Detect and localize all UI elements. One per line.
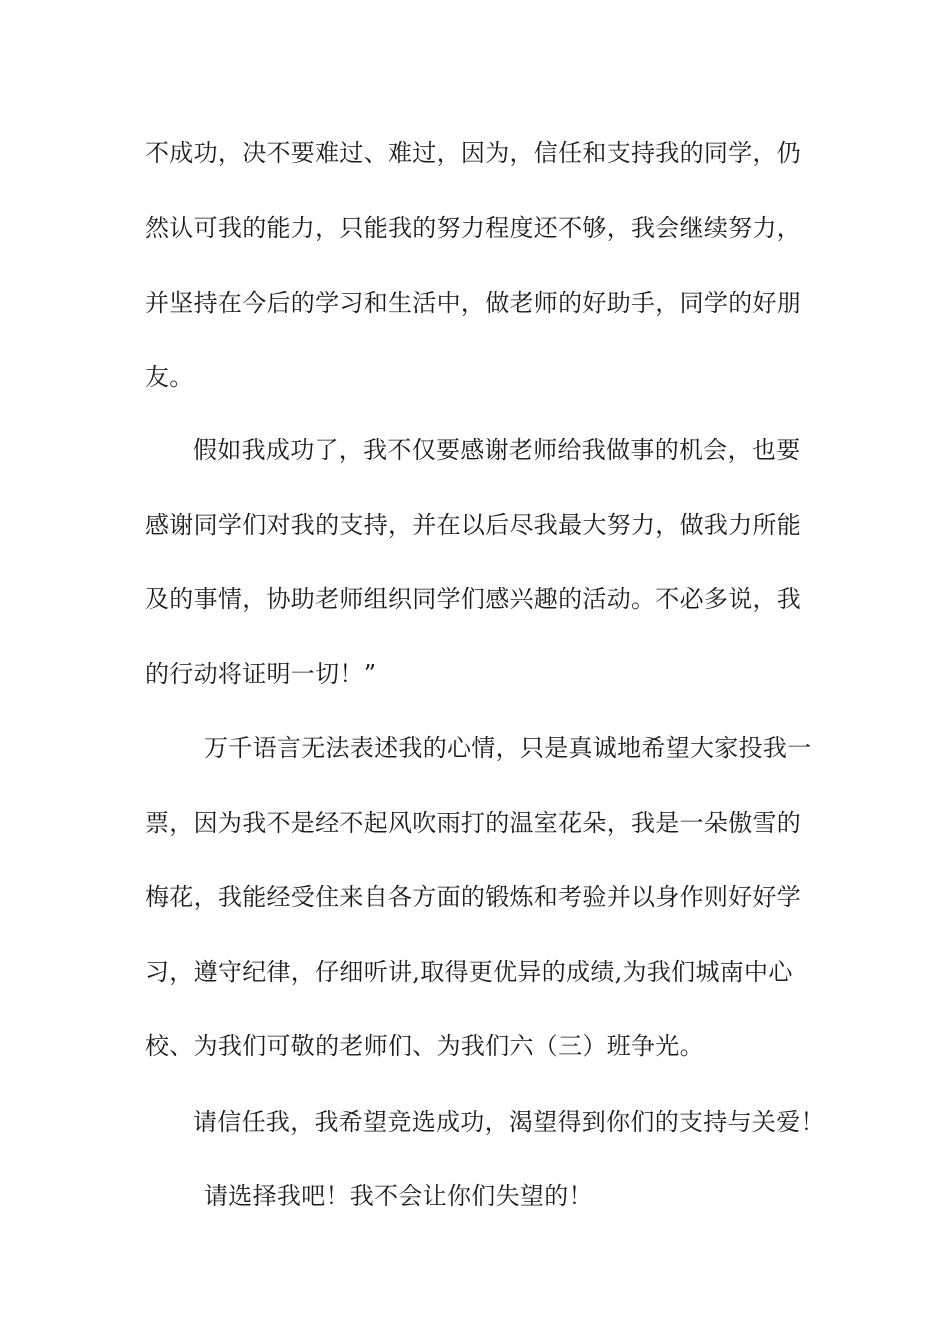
text-line: 然认可我的能力，只能我的努力程度还不够，我会继续努力， — [145, 214, 802, 242]
text-line: 梅花，我能经受住来自各方面的锻炼和考验并以身作则好好学 — [145, 883, 802, 911]
text-line: 并坚持在今后的学习和生活中，做老师的好助手，同学的好朋 — [145, 289, 802, 317]
text-line: 校、为我们可敬的老师们、为我们六（三）班争光。 — [145, 1032, 704, 1060]
text-line: 不成功，决不要难过、难过，因为，信任和支持我的同学，仍 — [145, 139, 802, 167]
text-line: 感谢同学们对我的支持，并在以后尽我最大努力，做我力所能 — [145, 511, 802, 539]
text-line: 请信任我，我希望竞选成功，渴望得到你们的支持与关爱！ — [193, 1108, 825, 1136]
text-line: 的行动将证明一切！” — [145, 660, 377, 688]
text-line: 请选择我吧！我不会让你们失望的！ — [204, 1182, 593, 1210]
text-line: 习，遵守纪律，仔细听讲,取得更优异的成绩,为我们城南中心 — [145, 958, 793, 986]
text-line: 及的事情，协助老师组织同学们感兴趣的活动。不必多说，我 — [145, 585, 802, 613]
text-line: 假如我成功了，我不仅要感谢老师给我做事的机会，也要 — [193, 436, 801, 464]
text-line: 票，因为我不是经不起风吹雨打的温室花朵，我是一朵傲雪的 — [145, 809, 802, 837]
text-line: 友。 — [145, 363, 194, 391]
text-line: 万千语言无法表述我的心情，只是真诚地希望大家投我一 — [204, 734, 812, 762]
